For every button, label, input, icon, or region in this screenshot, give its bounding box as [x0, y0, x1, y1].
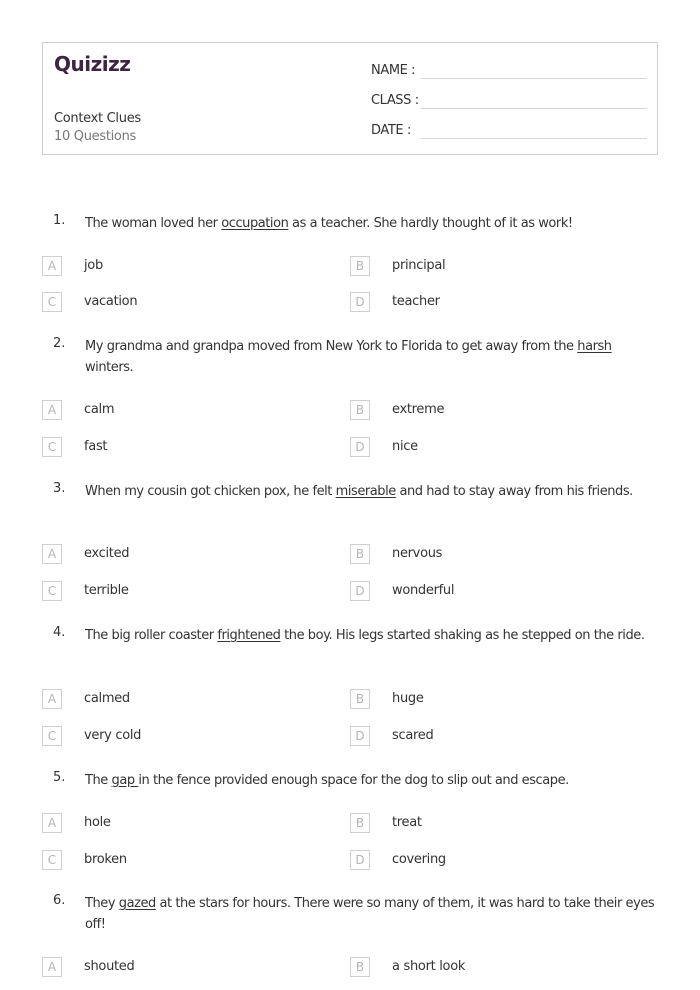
question-text: [85, 770, 663, 791]
option-letter-box: D: [350, 581, 370, 601]
option-letter-box: B: [350, 689, 370, 709]
date-label: DATE :: [371, 123, 411, 138]
question-keyword: gazed: [118, 896, 156, 911]
class-label: CLASS :: [371, 93, 419, 108]
q4-option-b[interactable]: [350, 689, 630, 709]
date-field[interactable]: [371, 119, 647, 139]
question-text-part: My grandma and grandpa moved from New York to Florida to get away from the: [85, 339, 578, 354]
q1-option-c[interactable]: [42, 292, 322, 312]
option-letter-box: C: [42, 726, 62, 746]
option-letter-box: A: [42, 813, 62, 833]
option-text: a short look: [392, 959, 466, 974]
q2-option-c[interactable]: [42, 437, 322, 457]
q3-option-b[interactable]: [350, 544, 630, 564]
question-text-part: as a teacher. She hardly thought of it as work!: [288, 216, 573, 231]
option-letter-box: B: [350, 957, 370, 977]
option-letter-box: D: [350, 726, 370, 746]
question-number: 3.: [53, 481, 66, 496]
question-text: [85, 893, 663, 935]
q4-option-a[interactable]: [42, 689, 322, 709]
option-letter-box: A: [42, 544, 62, 564]
q4-option-d[interactable]: [350, 726, 630, 746]
option-letter-box: B: [350, 813, 370, 833]
name-field[interactable]: [371, 59, 647, 79]
option-text: nervous: [392, 546, 443, 561]
option-text: treat: [392, 815, 422, 830]
option-text: fast: [84, 439, 108, 454]
q2-option-b[interactable]: [350, 400, 630, 420]
date-input-line[interactable]: [421, 138, 647, 139]
option-text: hole: [84, 815, 111, 830]
option-text: scared: [392, 728, 434, 743]
question-keyword: occupation: [221, 216, 289, 231]
class-input-line[interactable]: [421, 108, 647, 109]
option-text: broken: [84, 852, 127, 867]
option-text: very cold: [84, 728, 142, 743]
q2-option-d[interactable]: [350, 437, 630, 457]
option-text: wonderful: [392, 583, 455, 598]
q2-option-a[interactable]: [42, 400, 322, 420]
q3-option-a[interactable]: [42, 544, 322, 564]
q5-option-a[interactable]: [42, 813, 322, 833]
q5-option-c[interactable]: [42, 850, 322, 870]
option-text: nice: [392, 439, 418, 454]
question-keyword: gap: [111, 773, 139, 788]
q3-option-d[interactable]: [350, 581, 630, 601]
option-letter-box: A: [42, 400, 62, 420]
q1-option-a[interactable]: [42, 256, 322, 276]
question-text-part: The: [85, 773, 112, 788]
q6-option-b[interactable]: [350, 957, 630, 977]
option-text: excited: [84, 546, 130, 561]
question-text-part: winters.: [85, 360, 134, 375]
question-text-part: The woman loved her: [85, 216, 222, 231]
question-text-part: They: [85, 896, 119, 911]
option-text: covering: [392, 852, 446, 867]
option-text: extreme: [392, 402, 445, 417]
question-text: [85, 336, 663, 378]
question-text-part: When my cousin got chicken pox, he felt: [85, 484, 336, 499]
quizizz-logo: Quizizz: [54, 52, 131, 76]
name-input-line[interactable]: [421, 78, 647, 79]
question-text: [85, 481, 663, 502]
q1-option-d[interactable]: [350, 292, 630, 312]
class-field[interactable]: [371, 89, 647, 109]
option-text: shouted: [84, 959, 135, 974]
option-text: calm: [84, 402, 115, 417]
option-letter-box: A: [42, 689, 62, 709]
option-letter-box: B: [350, 400, 370, 420]
option-text: huge: [392, 691, 424, 706]
option-text: job: [84, 258, 103, 273]
question-number: 5.: [53, 770, 66, 785]
q5-option-b[interactable]: [350, 813, 630, 833]
question-keyword: frightened: [217, 628, 281, 643]
option-letter-box: A: [42, 256, 62, 276]
question-text: [85, 213, 663, 234]
question-text-part: at the stars for hours. There were so many of them, it was hard to take their eyes off!: [85, 896, 655, 932]
option-letter-box: C: [42, 437, 62, 457]
question-count: 10 Questions: [54, 129, 136, 144]
quiz-title: Context Clues: [54, 111, 141, 126]
q5-option-d[interactable]: [350, 850, 630, 870]
question-number: 1.: [53, 213, 66, 228]
name-label: NAME :: [371, 63, 416, 78]
option-text: vacation: [84, 294, 138, 309]
option-letter-box: C: [42, 850, 62, 870]
question-keyword: miserable: [335, 484, 396, 499]
option-letter-box: B: [350, 544, 370, 564]
question-text-part: the boy. His legs started shaking as he stepped on the ride.: [280, 628, 645, 643]
question-text-part: The big roller coaster: [85, 628, 218, 643]
q3-option-c[interactable]: [42, 581, 322, 601]
option-letter-box: D: [350, 292, 370, 312]
option-text: calmed: [84, 691, 130, 706]
q4-option-c[interactable]: [42, 726, 322, 746]
worksheet-header: [42, 42, 658, 155]
option-letter-box: C: [42, 292, 62, 312]
question-text: [85, 625, 663, 646]
question-number: 6.: [53, 893, 66, 908]
option-letter-box: C: [42, 581, 62, 601]
option-text: principal: [392, 258, 446, 273]
option-letter-box: D: [350, 437, 370, 457]
question-number: 4.: [53, 625, 66, 640]
question-text-part: in the fence provided enough space for the dog to slip out and escape.: [138, 773, 569, 788]
option-letter-box: D: [350, 850, 370, 870]
q6-option-a[interactable]: [42, 957, 322, 977]
question-number: 2.: [53, 336, 66, 351]
option-text: teacher: [392, 294, 440, 309]
question-keyword: harsh: [577, 339, 612, 354]
option-text: terrible: [84, 583, 129, 598]
option-letter-box: B: [350, 256, 370, 276]
question-text-part: and had to stay away from his friends.: [395, 484, 633, 499]
q1-option-b[interactable]: [350, 256, 630, 276]
option-letter-box: A: [42, 957, 62, 977]
